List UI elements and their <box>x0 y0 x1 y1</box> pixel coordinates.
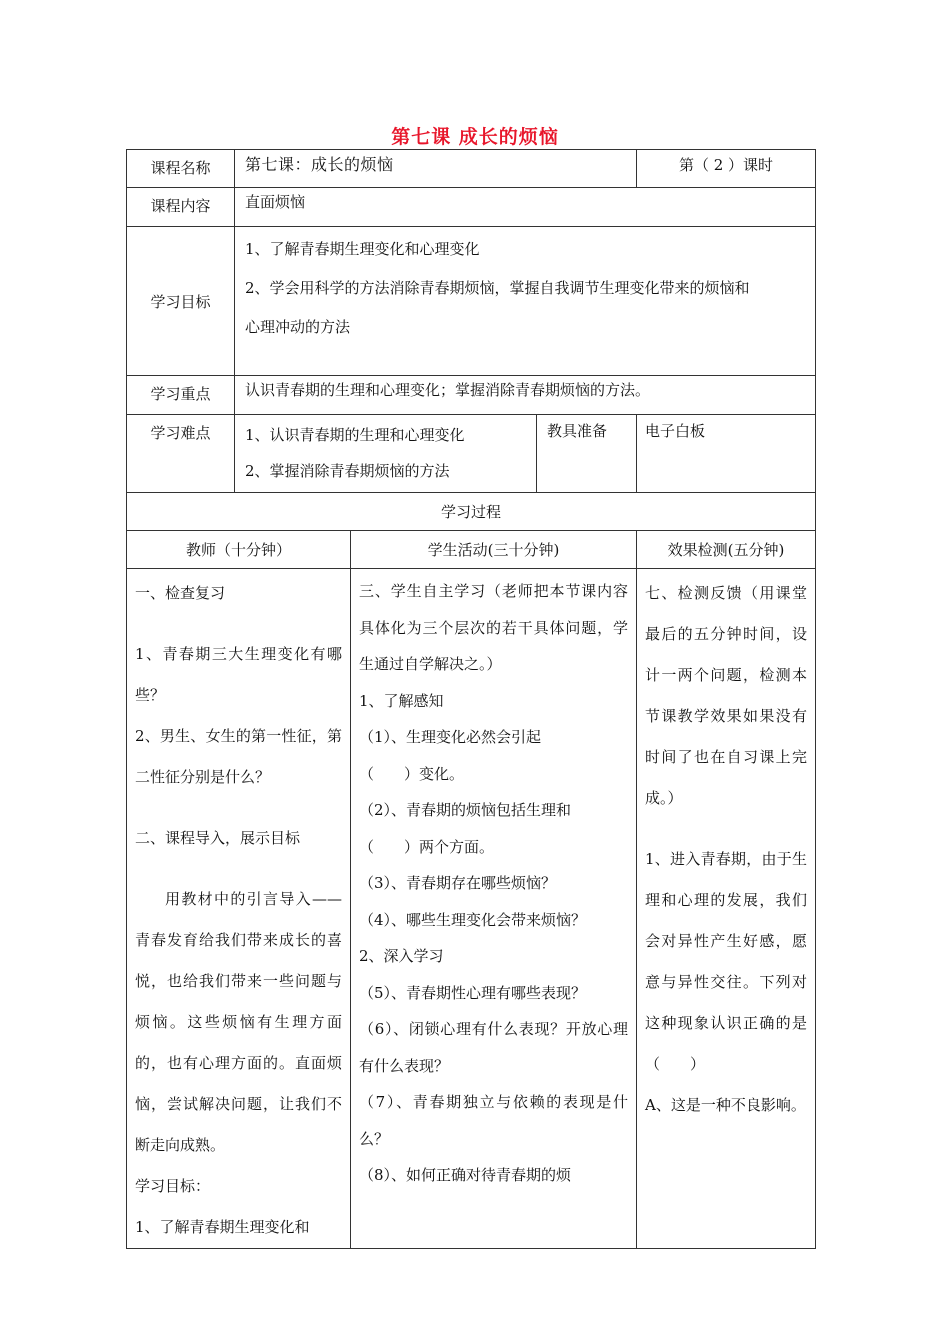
check-column <box>637 569 816 1249</box>
check-question: 1、进入青春期，由于生理和心理的发展，我们会对异性产生好感，愿意与异性交往。下列对这种现象认识正确的是（ ） <box>645 850 807 1073</box>
question: （8）、如何正确对待青春期的烦 <box>359 1166 572 1184</box>
question: （ ）变化。 <box>359 764 465 783</box>
learning-goals-cell <box>235 227 816 376</box>
column-header-check: 效果检测(五分钟) <box>637 531 816 569</box>
question: （ ）两个方面。 <box>359 837 495 856</box>
goal-line: 心理冲动的方法 <box>245 318 351 336</box>
student-column <box>351 569 637 1249</box>
difficulties-label: 学习难点 <box>127 415 235 493</box>
key-points-label: 学习重点 <box>127 376 235 415</box>
course-name-label: 课程名称 <box>127 150 235 188</box>
intro-heading: 二、课程导入，展示目标 <box>135 829 301 847</box>
question: （4）、哪些生理变化会带来烦恼？ <box>359 910 587 929</box>
question: （2）、青春期的烦恼包括生理和 <box>359 801 572 819</box>
teacher-column <box>127 569 351 1249</box>
course-content-label: 课程内容 <box>127 188 235 227</box>
question: （3）、青春期存在哪些烦恼？ <box>359 874 557 892</box>
goal-item: 1、了解青春期生理变化和 <box>135 1218 310 1236</box>
lesson-plan-table <box>126 149 815 1236</box>
course-content-value: 直面烦恼 <box>235 188 816 227</box>
question: （5）、青春期性心理有哪些表现？ <box>359 983 587 1002</box>
column-header-teacher: 教师（十分钟） <box>127 531 351 569</box>
process-title: 学习过程 <box>127 493 816 531</box>
intro-text: 用教材中的引言导入——青春发育给我们带来成长的喜悦，也给我们带来一些问题与烦恼。这些烦恼有生理方面的，也有心理方面的。直面烦恼，尝试解决问题，让我们不断走向成熟。 <box>135 890 342 1154</box>
goals-heading: 学习目标： <box>135 1177 211 1195</box>
document-title: 第七课 成长的烦恼 <box>391 126 559 148</box>
difficulties-cell <box>235 415 537 493</box>
goal-line: 1、了解青春期生理变化和心理变化 <box>245 240 480 258</box>
key-points-value: 认识青春期的生理和心理变化；掌握消除青春期烦恼的方法。 <box>235 376 816 415</box>
tools-label: 教具准备 <box>537 415 637 493</box>
period-cell: 第（ 2 ）课时 <box>637 150 816 188</box>
tools-value: 电子白板 <box>637 415 816 493</box>
learning-goals-label: 学习目标 <box>127 227 235 376</box>
question: （6）、闭锁心理有什么表现？开放心理有什么表现？ <box>359 1020 628 1075</box>
goal-line: 2、学会用科学的方法消除青春期烦恼，掌握自我调节生理变化带来的烦恼和 <box>245 279 750 297</box>
difficulty-line: 2、掌握消除青春期烦恼的方法 <box>245 462 450 480</box>
review-question: 1、青春期三大生理变化有哪些？ <box>135 645 342 704</box>
sub-heading: 2、深入学习 <box>359 947 444 965</box>
check-option: A、这是一种不良影响。 <box>645 1096 806 1114</box>
self-study-heading: 三、学生自主学习（老师把本节课内容具体化为三个层次的若干具体问题，学生通过自学解决之。） <box>359 582 628 673</box>
sub-heading: 1、了解感知 <box>359 691 444 710</box>
review-question: 2、男生、女生的第一性征，第二性征分别是什么？ <box>135 727 342 786</box>
feedback-heading: 七、检测反馈（用课堂最后的五分钟时间，设计一两个问题，检测本节课教学效果如果没有时间了也在自习课上完成。） <box>645 584 807 807</box>
column-header-student: 学生活动(三十分钟) <box>351 531 637 569</box>
review-heading: 一、检查复习 <box>135 584 226 602</box>
question: （7）、青春期独立与依赖的表现是什么？ <box>359 1093 628 1148</box>
course-name-value: 第七课：成长的烦恼 <box>235 150 637 188</box>
question: （1）、生理变化必然会引起 <box>359 728 542 746</box>
difficulty-line: 1、认识青春期的生理和心理变化 <box>245 426 465 444</box>
